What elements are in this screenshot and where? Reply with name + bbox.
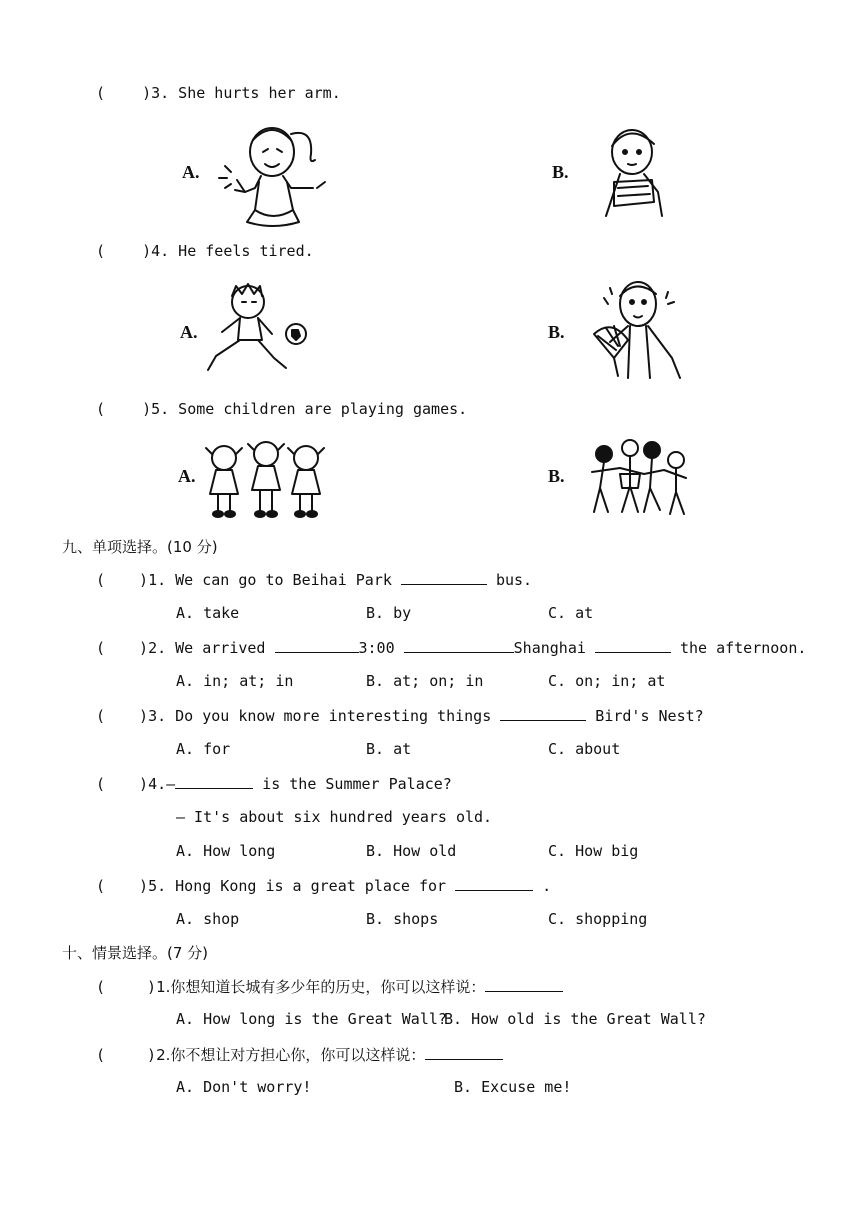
fill-blank[interactable]: [175, 774, 253, 789]
option-c[interactable]: C. How big: [548, 842, 639, 860]
fill-blank[interactable]: [404, 638, 514, 653]
option-c[interactable]: C. about: [548, 740, 621, 758]
option-c[interactable]: C. shopping: [548, 910, 648, 928]
section-9-heading: 九、单项选择。(10 分): [62, 538, 218, 556]
picture-question-5: [96, 400, 467, 418]
option-b-label[interactable]: B.: [548, 466, 565, 486]
fill-blank[interactable]: [595, 638, 671, 653]
answer-paren-close: ): [142, 242, 152, 260]
fill-blank[interactable]: [275, 638, 359, 653]
answer-paren-open[interactable]: (: [96, 242, 106, 260]
answer-paren-open[interactable]: (: [96, 1046, 106, 1064]
section9-question-4: ( )4.— is the Summer Palace?: [96, 775, 452, 793]
option-c[interactable]: C. at: [548, 604, 594, 622]
option-a[interactable]: A. take: [176, 604, 240, 622]
option-b-label[interactable]: B.: [548, 322, 565, 342]
option-b[interactable]: B. How old is the Great Wall?: [444, 1010, 706, 1028]
section10-question-2: ( )2.你不想让对方担心你，你可以这样说：: [96, 1044, 503, 1065]
answer-paren-open[interactable]: (: [96, 707, 106, 725]
option-b[interactable]: B. at; on; in: [366, 672, 484, 690]
option-a[interactable]: A. Don't worry!: [176, 1078, 312, 1096]
question-4-answer-line: — It's about six hundred years old.: [176, 808, 493, 826]
option-b[interactable]: B. by: [366, 604, 412, 622]
picture-question-4: [96, 242, 314, 260]
children-playing-game-picture[interactable]: [590, 438, 690, 518]
option-a-label[interactable]: A.: [180, 322, 198, 342]
answer-paren-close: ): [142, 400, 152, 418]
answer-paren-open[interactable]: (: [96, 571, 106, 589]
fill-blank[interactable]: [401, 570, 487, 585]
section9-question-3: ( )3. Do you know more interesting things Bird's Nest?: [96, 707, 704, 725]
three-girls-standing-picture[interactable]: [204, 440, 336, 518]
section9-question-1: ( )1. We can go to Beihai Park bus.: [96, 571, 533, 589]
girl-hurt-finger-picture[interactable]: [215, 118, 335, 230]
option-a[interactable]: A. How long: [176, 842, 276, 860]
option-a-label[interactable]: A.: [178, 466, 196, 486]
answer-paren-open[interactable]: (: [96, 639, 106, 657]
question-text: 5. Some children are playing games.: [151, 400, 468, 418]
fill-blank[interactable]: [500, 706, 586, 721]
answer-paren-open[interactable]: (: [96, 400, 106, 418]
answer-paren-open[interactable]: (: [96, 775, 106, 793]
answer-paren-open[interactable]: (: [96, 877, 106, 895]
option-a[interactable]: A. in; at; in: [176, 672, 294, 690]
fill-blank[interactable]: [455, 876, 533, 891]
option-a[interactable]: A. How long is the Great Wall?: [176, 1010, 447, 1028]
man-sweating-with-fan-picture[interactable]: [588, 278, 684, 382]
option-a[interactable]: A. for: [176, 740, 231, 758]
section9-question-5: ( )5. Hong Kong is a great place for .: [96, 877, 552, 895]
option-b[interactable]: B. Excuse me!: [454, 1078, 572, 1096]
answer-paren-open[interactable]: (: [96, 978, 106, 996]
section9-question-2: ( )2. We arrived 3:00 Shanghai the afternoon.: [96, 639, 807, 657]
option-c[interactable]: C. on; in; at: [548, 672, 666, 690]
question-text: 4. He feels tired.: [151, 242, 314, 260]
boy-playing-football-picture[interactable]: [200, 282, 310, 378]
picture-question-3: [96, 84, 341, 102]
section10-question-1: ( )1.你想知道长城有多少年的历史，你可以这样说：: [96, 976, 563, 997]
question-text: 3. She hurts her arm.: [151, 84, 341, 102]
fill-blank[interactable]: [425, 1045, 503, 1060]
fill-blank[interactable]: [485, 977, 563, 992]
answer-paren-close: ): [142, 84, 152, 102]
option-a-label[interactable]: A.: [182, 162, 200, 182]
option-b[interactable]: B. at: [366, 740, 412, 758]
option-b[interactable]: B. How old: [366, 842, 457, 860]
section-10-heading: 十、情景选择。(7 分): [62, 944, 209, 962]
option-b-label[interactable]: B.: [552, 162, 569, 182]
option-a[interactable]: A. shop: [176, 910, 240, 928]
option-b[interactable]: B. shops: [366, 910, 439, 928]
answer-paren-open[interactable]: (: [96, 84, 106, 102]
boy-arm-sling-picture[interactable]: [600, 122, 670, 218]
